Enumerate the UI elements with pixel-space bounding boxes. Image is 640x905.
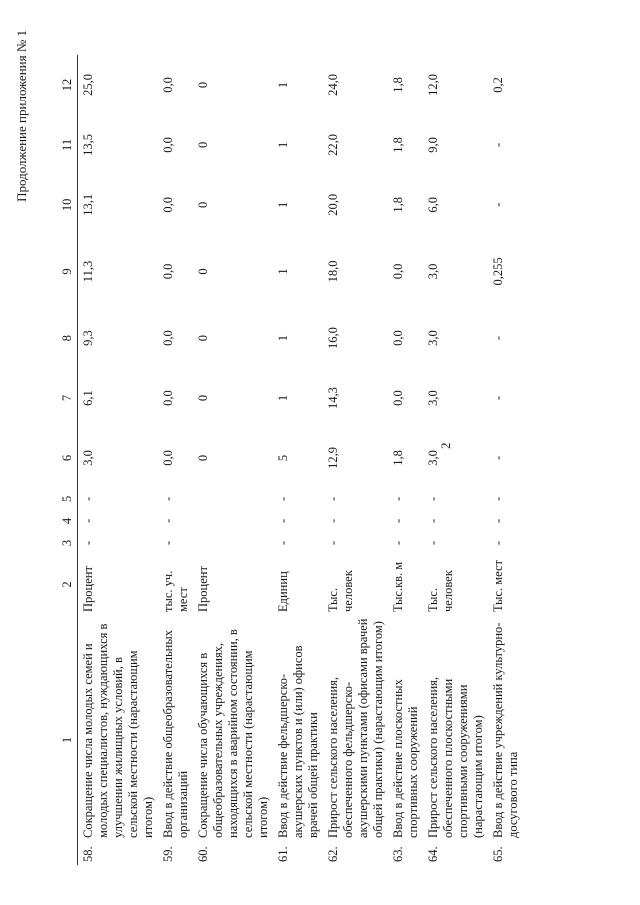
value-cell: - <box>326 496 340 502</box>
unit-cell: Процент <box>196 566 210 612</box>
row-number: 65. <box>491 846 505 862</box>
value-cell: - <box>391 540 405 546</box>
header-cell: 2 <box>58 554 78 615</box>
value-cell: 0,0 <box>161 330 175 346</box>
value-cell: 3,0 <box>426 450 440 466</box>
unit-cell: Тыс.кв. м <box>391 561 405 612</box>
value-cell: 0 <box>196 141 210 149</box>
value-cell: 1 <box>276 394 290 402</box>
value-cell: - <box>276 540 290 546</box>
value-cell: 0,2 <box>491 77 505 93</box>
value-cell: 3,0 <box>81 450 95 466</box>
value-cell: - <box>161 496 175 502</box>
indicator-name: Прирост сельского населения, обеспеченного фельдшерско-акушерскими пунктами (офисами врачей общей практики) (нарастающим итогом) <box>326 618 385 838</box>
row-number: 61. <box>276 846 290 862</box>
table-row <box>488 55 523 865</box>
indicator-name: Прирост сельского населения, обеспеченного плоскостными спортивными сооружениями (нарастающим итогом) <box>426 676 485 838</box>
value-cell: - <box>276 496 290 502</box>
unit-cell: Единиц <box>276 571 290 612</box>
value-cell: 0,0 <box>161 390 175 406</box>
header-row <box>58 55 78 865</box>
value-cell: - <box>491 395 505 401</box>
value-cell <box>193 532 273 554</box>
value-cell: 20,0 <box>326 193 340 216</box>
value-cell: 12,9 <box>326 447 340 469</box>
value-cell: 22,0 <box>326 133 340 156</box>
value-cell: 1,8 <box>391 197 405 213</box>
value-cell: - <box>161 540 175 546</box>
value-cell: - <box>276 518 290 524</box>
value-cell: 0,0 <box>391 330 405 346</box>
table-row <box>323 55 388 865</box>
value-cell: 1,8 <box>391 450 405 466</box>
value-cell: 0,255 <box>491 257 505 286</box>
value-cell: 9,0 <box>426 137 440 153</box>
row-number: 60. <box>196 846 210 862</box>
value-cell: - <box>491 142 505 147</box>
value-cell: - <box>81 496 95 502</box>
value-cell: - <box>81 540 95 546</box>
row-number: 64. <box>426 846 440 862</box>
continuation-label: Продолжение приложения № 1 <box>14 30 29 202</box>
header-cell: 12 <box>58 55 78 115</box>
value-cell: 0 <box>196 334 210 342</box>
value-cell: 0,0 <box>161 197 175 213</box>
unit-cell: Тыс. человек <box>326 570 355 612</box>
value-cell: - <box>491 455 505 461</box>
value-cell <box>193 488 273 510</box>
unit-cell: Процент <box>81 566 95 612</box>
row-number: 62. <box>326 846 340 862</box>
value-cell: 0,0 <box>391 263 405 280</box>
table-row <box>388 55 423 865</box>
value-cell: - <box>426 518 440 524</box>
header-cell: 11 <box>58 115 78 175</box>
value-cell: 0 <box>196 201 210 208</box>
value-cell: 6,0 <box>426 197 440 213</box>
row-number: 58. <box>81 846 95 862</box>
value-cell: - <box>81 518 95 524</box>
value-cell: 1 <box>276 268 290 275</box>
table-row <box>78 55 159 865</box>
value-cell: 1 <box>276 334 290 342</box>
header-cell: 9 <box>58 235 78 308</box>
indicator-name: Ввод в действие общеобразовательных организаций <box>161 630 190 838</box>
header-cell: 5 <box>58 488 78 510</box>
value-cell: 3,0 <box>426 263 440 280</box>
unit-cell: Тыс. мест <box>491 560 505 612</box>
value-cell: 25,0 <box>81 74 95 96</box>
value-cell: 0,0 <box>391 390 405 406</box>
value-cell: 9,3 <box>81 330 95 346</box>
value-cell: - <box>426 540 440 546</box>
value-cell: - <box>491 336 505 341</box>
value-cell: 1,8 <box>391 137 405 153</box>
value-cell: 0,0 <box>161 450 175 466</box>
value-cell: 0 <box>196 81 210 89</box>
row-number: 59. <box>161 846 175 862</box>
value-cell: 11,3 <box>81 260 95 283</box>
value-cell: - <box>491 202 505 207</box>
value-cell: - <box>491 496 505 502</box>
value-cell: 3,0 <box>426 330 440 346</box>
value-cell: 6,1 <box>81 390 95 406</box>
value-cell: 16,0 <box>326 327 340 350</box>
value-cell: - <box>426 496 440 502</box>
header-cell: 7 <box>58 368 78 428</box>
row-number: 63. <box>391 846 405 862</box>
header-cell: 4 <box>58 510 78 532</box>
value-cell: - <box>161 518 175 524</box>
header-cell: 1 <box>58 615 78 865</box>
value-cell: 24,0 <box>326 74 340 96</box>
indicator-name: Сокращение числа обучающихся в общеобразовательных учреждениях, находящихся в аварийном состоянии, в сельской местности (нарастающим итогом) <box>196 629 270 838</box>
table-row <box>273 55 323 865</box>
value-cell: 0,0 <box>161 77 175 93</box>
unit-cell: Тыс. человек <box>426 570 455 612</box>
value-cell: - <box>326 518 340 524</box>
value-cell: - <box>391 496 405 502</box>
table-row <box>158 55 193 865</box>
value-cell: 13,1 <box>81 193 95 216</box>
value-cell: - <box>491 518 505 524</box>
header-cell: 3 <box>58 532 78 554</box>
value-cell: - <box>491 540 505 546</box>
value-cell: 5 <box>276 454 290 462</box>
value-cell: 0,0 <box>161 137 175 153</box>
value-cell: - <box>391 518 405 524</box>
indicators-table <box>58 55 523 865</box>
value-cell: 0 <box>196 394 210 402</box>
page-number: 2 <box>438 442 453 449</box>
unit-cell: тыс. уч. мест <box>161 570 190 612</box>
value-cell: 14,3 <box>326 387 340 409</box>
value-cell: 13,5 <box>81 133 95 156</box>
table-row <box>193 55 273 865</box>
value-cell: 0 <box>196 268 210 275</box>
value-cell: - <box>326 540 340 546</box>
indicator-name: Ввод в действие учреждений культурно-досугового типа <box>491 622 520 838</box>
indicator-name: Сокращение числа молодых семей и молодых специалистов, нуждающихся в улучшении жилищных условий, в сельской местности (нарастающим итогом) <box>81 623 155 838</box>
value-cell: 1 <box>276 81 290 89</box>
value-cell: 0 <box>196 454 210 462</box>
header-cell: 8 <box>58 308 78 368</box>
header-cell: 6 <box>58 428 78 488</box>
value-cell: 12,0 <box>426 74 440 96</box>
value-cell: 18,0 <box>326 260 340 283</box>
table-row <box>423 55 488 865</box>
indicator-name: Ввод в действие плоскостных спортивных сооружений <box>391 679 420 838</box>
value-cell: 1 <box>276 141 290 149</box>
value-cell: 3,0 <box>426 390 440 406</box>
value-cell: 1 <box>276 201 290 208</box>
value-cell: 0,0 <box>161 263 175 280</box>
value-cell: 1,8 <box>391 77 405 93</box>
indicator-name: Ввод в действие фельдшерско-акушерских пунктов и (или) офисов врачей общей практики <box>276 645 320 838</box>
header-cell: 10 <box>58 175 78 235</box>
value-cell <box>193 510 273 532</box>
